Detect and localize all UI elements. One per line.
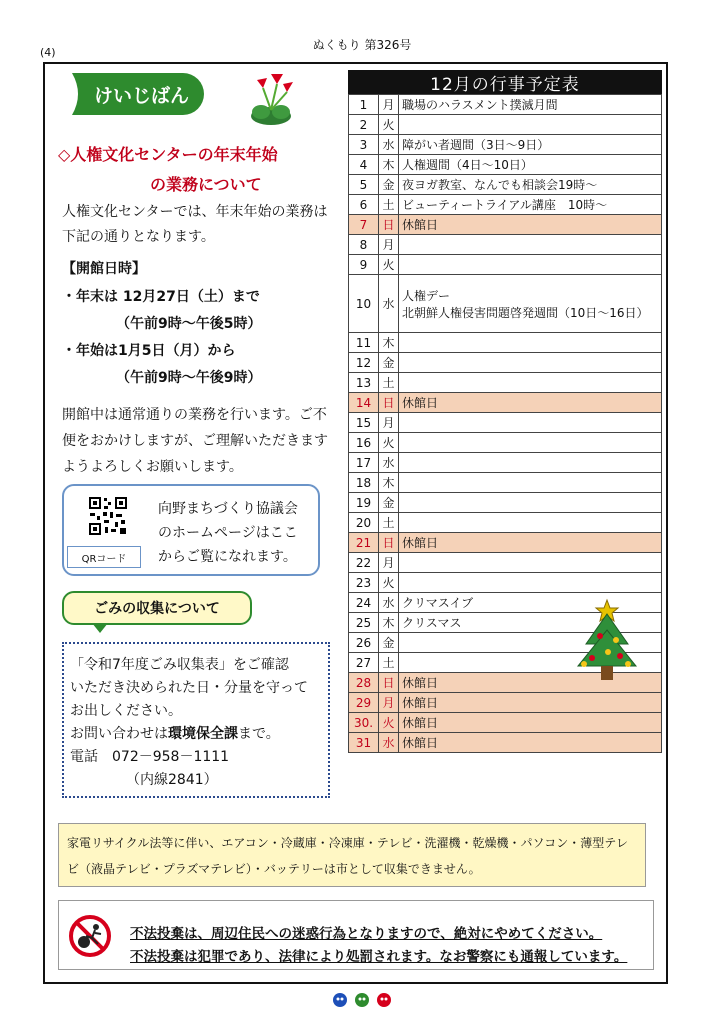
calendar-weekday: 土 (379, 513, 399, 533)
calendar-event: 休館日 (399, 733, 662, 753)
calendar-day: 20 (349, 513, 379, 533)
calendar-event: 障がい者週間（3日～9日） (399, 135, 662, 155)
calendar-event: 休館日 (399, 533, 662, 553)
calendar-day: 22 (349, 553, 379, 573)
calendar-weekday: 土 (379, 195, 399, 215)
calendar-row (349, 553, 662, 573)
calendar-day: 3 (349, 135, 379, 155)
calendar-weekday: 日 (379, 533, 399, 553)
calendar-day: 6 (349, 195, 379, 215)
badge-notch-shape (62, 73, 88, 115)
calendar-day: 12 (349, 353, 379, 373)
calendar-weekday: 月 (379, 95, 399, 115)
calendar-row (349, 473, 662, 493)
garbage-heading: ごみの収集について (94, 601, 220, 617)
calendar-day: 9 (349, 255, 379, 275)
calendar-day: 24 (349, 593, 379, 613)
calendar-row (349, 255, 662, 275)
hours-heading: 【開館日時】 (62, 261, 146, 277)
garbage-line: 「令和7年度ごみ収集表」をご確認 (70, 657, 289, 673)
calendar-weekday: 金 (379, 633, 399, 653)
garbage-info-box (62, 642, 330, 798)
intro-text: 人権文化センターでは、年末年始の業務は下記の通りとなります。 (62, 204, 328, 245)
garbage-line: お出しください。 (70, 703, 182, 719)
calendar-weekday: 日 (379, 673, 399, 693)
calendar-event (399, 255, 662, 275)
calendar-row (349, 135, 662, 155)
garbage-contact-line (70, 723, 322, 746)
calendar-weekday: 金 (379, 493, 399, 513)
calendar-weekday: 水 (379, 593, 399, 613)
calendar-weekday: 水 (379, 733, 399, 753)
garbage-line: いただき決められた日・分量を守って (70, 680, 308, 696)
bulletin-badge-label: けいじばん (94, 84, 190, 107)
calendar-event (399, 573, 662, 593)
calendar-event (399, 413, 662, 433)
calendar-row (349, 115, 662, 135)
calendar-day: 17 (349, 453, 379, 473)
calendar-event (399, 115, 662, 135)
garbage-extension: （内線2841） (126, 772, 218, 788)
calendar-title: 12月の行事予定表 (348, 70, 662, 94)
calendar-day: 8 (349, 235, 379, 255)
qr-description (158, 497, 298, 569)
calendar-row (349, 235, 662, 255)
calendar-row (349, 215, 662, 235)
calendar-day: 25 (349, 613, 379, 633)
contact-prefix: お問い合わせは (70, 726, 168, 742)
calendar-weekday: 月 (379, 235, 399, 255)
calendar-weekday: 日 (379, 215, 399, 235)
calendar-row (349, 513, 662, 533)
calendar-weekday: 金 (379, 353, 399, 373)
calendar-event (399, 235, 662, 255)
calendar-day: 15 (349, 413, 379, 433)
calendar-event: 休館日 (399, 393, 662, 413)
calendar-row (349, 733, 662, 753)
calendar-row (349, 155, 662, 175)
calendar-weekday: 木 (379, 155, 399, 175)
garbage-heading-bubble (62, 591, 252, 625)
calendar-day: 13 (349, 373, 379, 393)
calendar-day: 5 (349, 175, 379, 195)
calendar-event (399, 433, 662, 453)
calendar-day: 11 (349, 333, 379, 353)
hours-line: （午前9時～午後9時） (116, 370, 262, 386)
calendar-day: 10 (349, 275, 379, 333)
calendar-row (349, 413, 662, 433)
calendar-row (349, 333, 662, 353)
calendar-event (399, 333, 662, 353)
calendar-event (399, 513, 662, 533)
calendar-row (349, 713, 662, 733)
warning-line-2: 不法投棄は犯罪であり、法律により処罰されます。なお警察にも通報しています。 (130, 949, 628, 965)
calendar-weekday: 木 (379, 613, 399, 633)
calendar-event (399, 473, 662, 493)
calendar-day: 2 (349, 115, 379, 135)
calendar-event: 休館日 (399, 693, 662, 713)
cyclamen-flower-icon (243, 72, 299, 126)
calendar-weekday: 火 (379, 713, 399, 733)
calendar-day: 4 (349, 155, 379, 175)
contact-suffix: まで。 (238, 726, 280, 742)
calendar-weekday: 水 (379, 453, 399, 473)
calendar-row (349, 393, 662, 413)
calendar-day: 29 (349, 693, 379, 713)
newsletter-header: ぬくもり 第326号 (312, 38, 412, 52)
calendar-day: 26 (349, 633, 379, 653)
calendar-day: 23 (349, 573, 379, 593)
calendar-day: 27 (349, 653, 379, 673)
calendar-event (399, 353, 662, 373)
calendar-weekday: 土 (379, 373, 399, 393)
appliance-recycling-notice: 家電リサイクル法等に伴い、エアコン・冷蔵庫・冷凍庫・テレビ・洗濯機・乾燥機・パソコン・薄型テレビ（液晶テレビ・プラズマテレビ）・バッテリーは市として収集できません。 (58, 823, 646, 887)
calendar-event: 夜ヨガ教室、なんでも相談会19時～ (399, 175, 662, 195)
calendar-weekday: 火 (379, 433, 399, 453)
service-note: 開館中は通常通りの業務を行います。ご不便をおかけしますが、ご理解いただきますようよろしくお願いします。 (62, 407, 328, 475)
calendar-event (399, 493, 662, 513)
calendar-day: 19 (349, 493, 379, 513)
calendar-row (349, 493, 662, 513)
calendar-row (349, 275, 662, 333)
calendar-row (349, 353, 662, 373)
calendar-weekday: 月 (379, 693, 399, 713)
calendar-weekday: 火 (379, 255, 399, 275)
calendar-day: 16 (349, 433, 379, 453)
hours-line: （午前9時～午後5時） (116, 316, 262, 332)
calendar-weekday: 月 (379, 553, 399, 573)
page-number: (4) (40, 46, 56, 59)
section-title (58, 140, 278, 200)
calendar-weekday: 水 (379, 135, 399, 155)
calendar-event (399, 453, 662, 473)
qr-text-line: からご覧になれます。 (158, 549, 297, 565)
calendar-event: 人権デー 北朝鮮人権侵害問題啓発週間（10日～16日） (399, 275, 662, 333)
calendar-event: クリスマス (399, 613, 662, 633)
calendar-row (349, 433, 662, 453)
hours-line: ・年始は1月5日（月）から (62, 343, 236, 359)
calendar-day: 18 (349, 473, 379, 493)
calendar-event: ビューティートライアル講座 10時～ (399, 195, 662, 215)
calendar-weekday: 火 (379, 115, 399, 135)
warning-line-1: 不法投棄は、周辺住民への迷惑行為となりますので、絶対にやめてください。 (130, 926, 603, 942)
calendar-event: 休館日 (399, 673, 662, 693)
calendar-row (349, 573, 662, 593)
calendar-row (349, 95, 662, 115)
title-line-1: ◇人権文化センターの年末年始 (58, 145, 278, 164)
calendar-row (349, 175, 662, 195)
calendar-day: 1 (349, 95, 379, 115)
calendar-row (349, 373, 662, 393)
no-dumping-icon (64, 914, 116, 958)
christmas-tree-icon (570, 596, 644, 688)
calendar-weekday: 金 (379, 175, 399, 195)
qr-code-image[interactable] (88, 496, 128, 536)
mascot-characters-icon (330, 991, 394, 1007)
calendar-day: 7 (349, 215, 379, 235)
calendar-row (349, 533, 662, 553)
calendar-event (399, 553, 662, 573)
calendar-event: 職場のハラスメント撲滅月間 (399, 95, 662, 115)
bubble-tail (92, 623, 108, 633)
calendar-weekday: 日 (379, 393, 399, 413)
calendar-event (399, 373, 662, 393)
calendar-event: クリマスイブ (399, 593, 662, 613)
calendar-weekday: 火 (379, 573, 399, 593)
calendar-day: 14 (349, 393, 379, 413)
calendar-day: 30. (349, 713, 379, 733)
qr-text-line: のホームページはここ (158, 525, 298, 541)
calendar-day: 21 (349, 533, 379, 553)
garbage-phone[interactable]: 電話 072－958－1111 (70, 749, 230, 765)
title-line-2: の業務について (150, 175, 262, 194)
qr-code-label: QRコード (67, 546, 141, 568)
calendar-day: 28 (349, 673, 379, 693)
calendar-event: 休館日 (399, 713, 662, 733)
qr-text-line: 向野まちづくり協議会 (158, 501, 298, 517)
calendar-weekday: 水 (379, 275, 399, 333)
calendar-row (349, 693, 662, 713)
contact-department: 環境保全課 (168, 726, 238, 742)
calendar-day: 31 (349, 733, 379, 753)
calendar-event: 休館日 (399, 215, 662, 235)
calendar-row (349, 453, 662, 473)
calendar-row (349, 195, 662, 215)
calendar-weekday: 月 (379, 413, 399, 433)
calendar-weekday: 木 (379, 333, 399, 353)
hours-line: ・年末は 12月27日（土）まで (62, 289, 260, 305)
calendar-event: 人権週間（4日～10日） (399, 155, 662, 175)
opening-hours (62, 284, 261, 392)
calendar-weekday: 木 (379, 473, 399, 493)
calendar-weekday: 土 (379, 653, 399, 673)
